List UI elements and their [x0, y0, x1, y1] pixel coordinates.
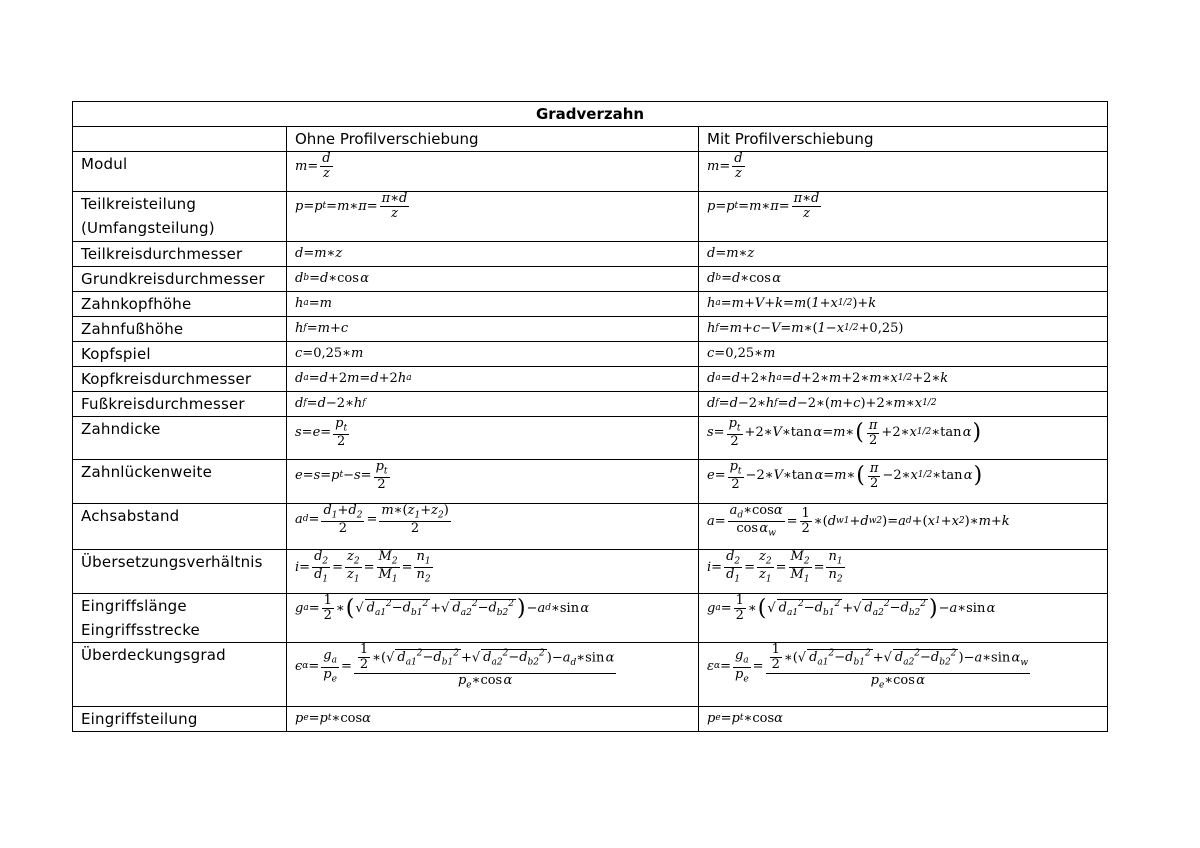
- col-header-label: [73, 127, 287, 152]
- table-row: [73, 392, 1108, 417]
- formula-ueb-shift: i= $d_2$ $d_1$ = $z_2$ $z_1$ = $M_2$ $M_1$ = $n_1$ $n_2$: [707, 549, 843, 586]
- row-label: Grundkreisdurchmesser: [73, 267, 287, 292]
- formula-gkd: d b =d∗ cos α: [295, 271, 370, 286]
- table-row: [73, 594, 1108, 643]
- formula-tkd: d=m∗z: [295, 246, 343, 261]
- row-label: Eingriffsteilung: [73, 707, 287, 732]
- formula-gkd-shift: d b =d∗ cos α: [707, 271, 782, 286]
- formula-eingr: g a = 1 2 ∗ ( √ $d_{a1}^2-d_{b1}^2$ +√ $d_{a2}^2-d_{b2}^2$ ) −a d ∗ sin α: [295, 593, 590, 624]
- table-row: [73, 504, 1108, 550]
- row-label: Kopfspiel: [73, 342, 287, 367]
- formula-kopf-shift: h a =m+V+k=m ( 1+x 1/2 ) +k: [707, 296, 877, 311]
- formula-luecke-shift: e= $p_t$ 2 − 2 ∗V∗ tan α=m∗ ( π 2 − 2 ∗x 1/2 ∗ tan α ): [707, 459, 983, 493]
- formula-kkd-shift: d a =d+ 2 ∗h a =d+ 2 ∗m+ 2 ∗m∗x 1/2 + 2 ∗k: [707, 371, 949, 386]
- formula-fuss-shift: h f =m+c−V=m∗ ( 1−x 1/2 + 0,25 ): [707, 321, 904, 336]
- formula-achs: a d = $d_1+d_2$ 2 = $m∗(z_1+z_2)$ 2: [295, 503, 449, 537]
- formula-kopf: h a =m: [295, 296, 332, 311]
- row-label: Übersetzungsverhältnis: [73, 550, 287, 594]
- formula-kkd: d a =d+ 2 m=d+ 2 h a: [295, 371, 412, 386]
- table-row: [73, 367, 1108, 392]
- formula-fkd-shift: d f =d− 2 ∗h f =d− 2 ∗ ( m+c ) + 2 ∗m∗x 1/2: [707, 396, 937, 411]
- formula-teilung: p=p t =m∗π= π∗d z: [295, 191, 408, 222]
- formula-dicke-shift: s= $p_t$ 2 + 2 ∗V∗ tan α=m∗ ( π 2 + 2 ∗x 1/2 ∗ tan α ): [707, 416, 982, 450]
- formula-tkd-shift: d=m∗z: [707, 246, 755, 261]
- formula-modul: m= d z: [295, 151, 331, 182]
- row-label: Zahnkopfhöhe: [73, 292, 287, 317]
- table-row: [73, 267, 1108, 292]
- table-title: Gradverzahn: [73, 102, 1108, 127]
- formula-spiel: c= 0,25 ∗m: [295, 346, 364, 361]
- formula-ueberd: ϵ α = $g_a$ $p_e$ = $\frac{1}{2}$ ∗(√ $d_{a1}^2-d_{b1}^2$ +√ $d_{a2}^2-d_{b2}^2$ )$-a_d∗\sin$ α $p_e∗\cos$ α: [295, 642, 615, 691]
- formula-fuss: h f =m+c: [295, 321, 349, 336]
- formula-fkd: d f =d− 2 ∗h f: [295, 396, 366, 411]
- row-label-2: Eingriffsstrecke: [81, 621, 200, 639]
- row-label: Modul: [73, 152, 287, 192]
- formula-ueb: i= $d_2$ $d_1$ = $z_2$ $z_1$ = $M_2$ $M_1$ = $n_1$ $n_2$: [295, 549, 431, 586]
- row-label: Achsabstand: [73, 504, 287, 550]
- formula-achs-shift: a= $a_d∗\cos\alpha$ cos $\alpha_w$ = 1 2 ∗ ( d w1 +d w2 ) =a d + ( x 1 +x 2 ) ∗m+k: [707, 503, 1010, 540]
- row-label: Kopfkreisdurchmesser: [73, 367, 287, 392]
- formula-teilung-shift: p=p t =m∗π= π∗d z: [707, 191, 820, 222]
- table-row: [73, 643, 1108, 707]
- table-row: [73, 192, 1108, 242]
- row-label: Überdeckungsgrad: [73, 643, 287, 707]
- formula-ueberd-shift: ε α = $g_a$ $p_e$ = $\frac{1}{2}$ ∗(√ $d_{a1}^2-d_{b1}^2$ +√ $d_{a2}^2-d_{b2}^2$ )−a∗sin $\alpha_w$ $p_e∗\cos$ α: [707, 642, 1029, 691]
- formula-eingr-shift: g a = 1 2 ∗ ( √ $d_{a1}^2-d_{b1}^2$ +√ $d_{a2}^2-d_{b2}^2$ ) −a∗ sin α: [707, 593, 996, 624]
- table-row: [73, 417, 1108, 460]
- table-row: [73, 460, 1108, 504]
- formula-spiel-shift: c= 0,25 ∗m: [707, 346, 776, 361]
- row-label: Teilkreisteilung: [81, 195, 197, 213]
- table-row: [73, 342, 1108, 367]
- col-header-without-shift: Ohne Profilverschiebung: [287, 127, 699, 152]
- row-label-2: (Umfangsteilung): [81, 219, 215, 237]
- formula-eteil-shift: p e =p t ∗ cos α: [707, 711, 783, 726]
- table-row: [73, 292, 1108, 317]
- table-row: [73, 550, 1108, 594]
- formula-eteil: p e =p t ∗ cos α: [295, 711, 371, 726]
- row-label: Teilkreisdurchmesser: [73, 242, 287, 267]
- table-row: [73, 707, 1108, 732]
- formula-table: [72, 101, 1108, 732]
- row-label: Fußkreisdurchmesser: [73, 392, 287, 417]
- row-label: Zahndicke: [73, 417, 287, 460]
- table-row: [73, 242, 1108, 267]
- col-header-with-shift: Mit Profilverschiebung: [699, 127, 1108, 152]
- table-row: [73, 317, 1108, 342]
- row-label: Eingriffslänge: [81, 597, 187, 615]
- formula-luecke: e=s=p t −s= $p_t$ 2: [295, 459, 388, 493]
- formula-modul-shift: m= d z: [707, 151, 743, 182]
- table-row: [73, 152, 1108, 192]
- row-label: Zahnlückenweite: [73, 460, 287, 504]
- row-label: Zahnfußhöhe: [73, 317, 287, 342]
- formula-dicke: s=e= $p_t$ 2: [295, 416, 348, 450]
